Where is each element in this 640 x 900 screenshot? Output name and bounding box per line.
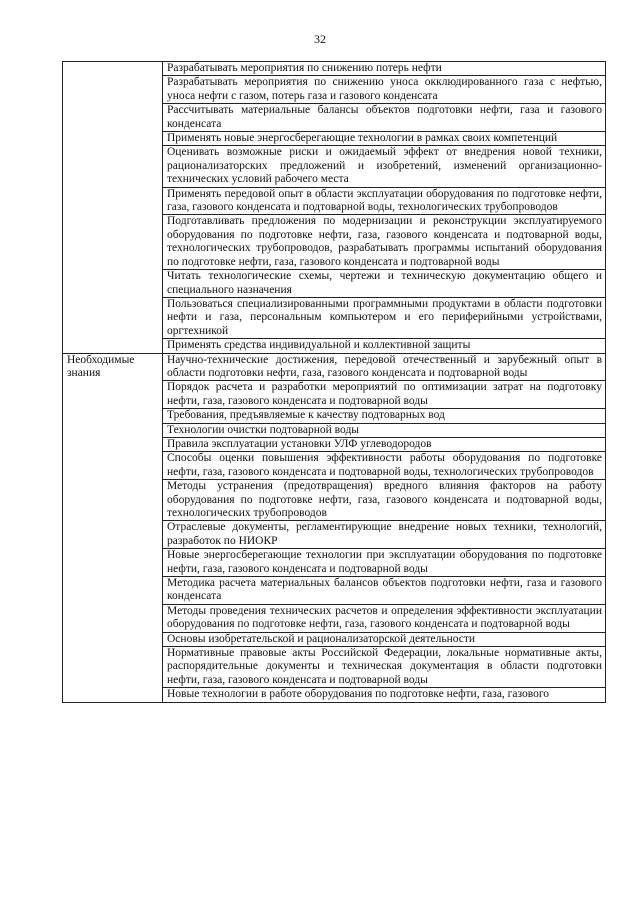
knowledge-item: Требования, предъявляемые к качеству подтоварных вод (163, 409, 606, 423)
knowledge-item: Порядок расчета и разработки мероприятий по оптимизации затрат на подготовку нефти, газа, газового конденсата и подтоварной воды (163, 381, 606, 409)
knowledge-item: Основы изобретательской и рационализаторской деятельности (163, 632, 606, 646)
page-number: 32 (314, 32, 326, 46)
skill-item: Применять передовой опыт в области эксплуатации оборудования по подготовке нефти, газа, газового конденсата и подтоварной воды, технологических трубопроводов (163, 187, 606, 215)
skill-item: Читать технологические схемы, чертежи и техническую документацию общего и специального назначения (163, 270, 606, 298)
skill-item: Применять новые энергосберегающие технологии в рамках своих компетенций (163, 132, 606, 146)
knowledge-item: Методы устранения (предотвращения) вредного влияния факторов на работу оборудования по подготовке нефти, газа, газового конденсата и подтоварной воды, технологических трубопроводов (163, 480, 606, 521)
skill-item: Разрабатывать мероприятия по снижению уноса окклюдированного газа с нефтью, уноса нефти с газом, потерь газа и газового конденсата (163, 76, 606, 104)
table-row (63, 353, 606, 381)
knowledge-item: Способы оценки повышения эффективности работы оборудования по подготовке нефти, газа, газового конденсата и подтоварной воды, технологических трубопроводов (163, 452, 606, 480)
knowledge-item: Новые энергосберегающие технологии при эксплуатации оборудования по подготовке нефти, газа, газового конденсата и подтоварной воды (163, 549, 606, 577)
skill-item: Разрабатывать мероприятия по снижению потерь нефти (163, 62, 606, 76)
skill-item: Оценивать возможные риски и ожидаемый эффект от внедрения новой техники, рационализаторских предложений и изобретений, изменений организационно-технических условий рабочего места (163, 146, 606, 187)
skill-item: Подготавливать предложения по модернизации и реконструкции эксплуатируемого оборудования по подготовке нефти, газа, газового конденсата и подтоварной воды, технологических трубопроводов, разрабатывать программы испытаний оборудования по подготовке нефти, газа, газового конденсата и подтоварной воды (163, 215, 606, 270)
knowledge-item: Правила эксплуатации установки УЛФ углеводородов (163, 437, 606, 451)
knowledge-item: Методика расчета материальных балансов объектов подготовки нефти, газа и газового конденсата (163, 577, 606, 605)
knowledge-item: Научно-технические достижения, передовой отечественный и зарубежный опыт в области подготовки нефти, газа, газового конденсата и подтоварной воды (163, 353, 606, 381)
skill-item: Пользоваться специализированными программными продуктами в области подготовки нефти и газа, персональным компьютером и его периферийными устройствами, оргтехникой (163, 297, 606, 338)
knowledge-item: Нормативные правовые акты Российской Федерации, локальные нормативные акты, распорядительные документы и техническая документация в области подготовки нефти, газа, газового конденсата и подтоварной воды (163, 647, 606, 688)
knowledge-item: Новые технологии в работе оборудования по подготовке нефти, газа, газового (163, 688, 606, 702)
knowledge-item: Методы проведения технических расчетов и определения эффективности эксплуатации оборудования по подготовке нефти, газа, газового конденсата и подтоварной воды (163, 604, 606, 632)
knowledge-item: Отраслевые документы, регламентирующие внедрение новых техники, технологий, разработок по НИОКР (163, 521, 606, 549)
skill-item: Применять средства индивидуальной и коллективной защиты (163, 339, 606, 353)
knowledge-item: Технологии очистки подтоварной воды (163, 423, 606, 437)
knowledge-label: Необходимые знания (63, 353, 163, 702)
table-row (63, 62, 606, 76)
competency-table (62, 61, 606, 703)
skills-label-cell (63, 62, 163, 354)
skill-item: Рассчитывать материальные балансы объектов подготовки нефти, газа и газового конденсата (163, 104, 606, 132)
